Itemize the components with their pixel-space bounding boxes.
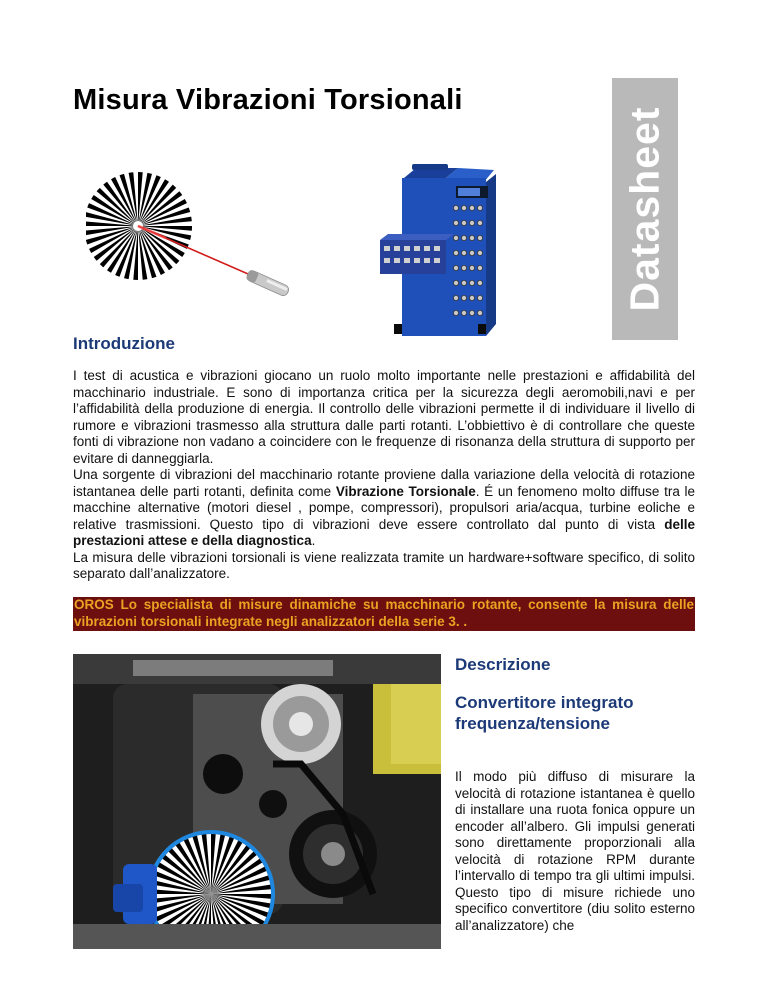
intro-paragraph-2: Una sorgente di vibrazioni del macchinario rotante proviene dalla variazione della velocità di rotazione istantanea delle parti rotanti, definita come Vibrazione Torsionale. É un fenomeno molto diffuse tra le macchine alternative (motori diesel , pompe, compressori), propulsori aria/acqua, turbine eoliche e relative trasmissioni. Questo tipo di vibrazioni deve essere controllato dal punto di vista delle prestazioni attese e della diagnostica. <box>73 467 695 548</box>
intro-paragraph-1: I test di acustica e vibrazioni giocano un ruolo molto importante nelle prestazioni e affidabilità del macchinario industriale. E sono di importanza critica per la sicurezza degli aeromobili,navi e per l’affidabilità della produzione di energia. Il controllo delle vibrazioni permette il di individuare il livello di rumore e vibrazioni trasmesso alla struttura dalle parti rotanti. L’obbiettivo è di controllare che queste fonti di vibrazione non vadano a coincidere con le frequenze di risonanza della struttura di supporto per evitare di danneggiarla. <box>73 368 695 466</box>
performance-diagnostics-term: delle prestazioni attese e della diagnostica <box>73 516 695 548</box>
striped-wheel-laser-image <box>86 170 292 310</box>
torsional-vibration-term: Vibrazione Torsionale <box>335 483 476 499</box>
intro-text <box>73 368 695 583</box>
analyzer-device-image <box>374 164 530 340</box>
oros-highlight-box: OROS Lo specialista di misure dinamiche su macchinario rotante, consente la misura delle vibrazioni torsionali integrate negli analizzatori della serie 3. . <box>73 597 695 631</box>
description-text: Il modo più diffuso di misurare la velocità di rotazione istantanea è quello di installare una ruota fonica oppure un encoder all’albero. Gli impulsi generati sono direttamente proporzionali alla velocità di rotazione RPM durante l’intervallo di tempo tra gli ultimi impulsi. Questo tipo di misure richiede uno specifico convertitore (diu solito esterno all’analizzatore) che <box>455 769 695 933</box>
intro-paragraph-3: La misura delle vibrazioni torsionali is viene realizzata tramite un hardware+software specifico, di solito separato dall’analizzatore. <box>73 549 695 581</box>
datasheet-label: Datasheet <box>621 106 668 312</box>
description-subheading: Convertitore integrato frequenza/tensione <box>455 693 634 733</box>
engine-photo <box>73 654 441 949</box>
page-title: Misura Vibrazioni Torsionali <box>73 84 463 116</box>
description-heading: Descrizione <box>455 655 551 674</box>
intro-heading: Introduzione <box>73 334 175 353</box>
datasheet-side-tag <box>612 78 678 340</box>
